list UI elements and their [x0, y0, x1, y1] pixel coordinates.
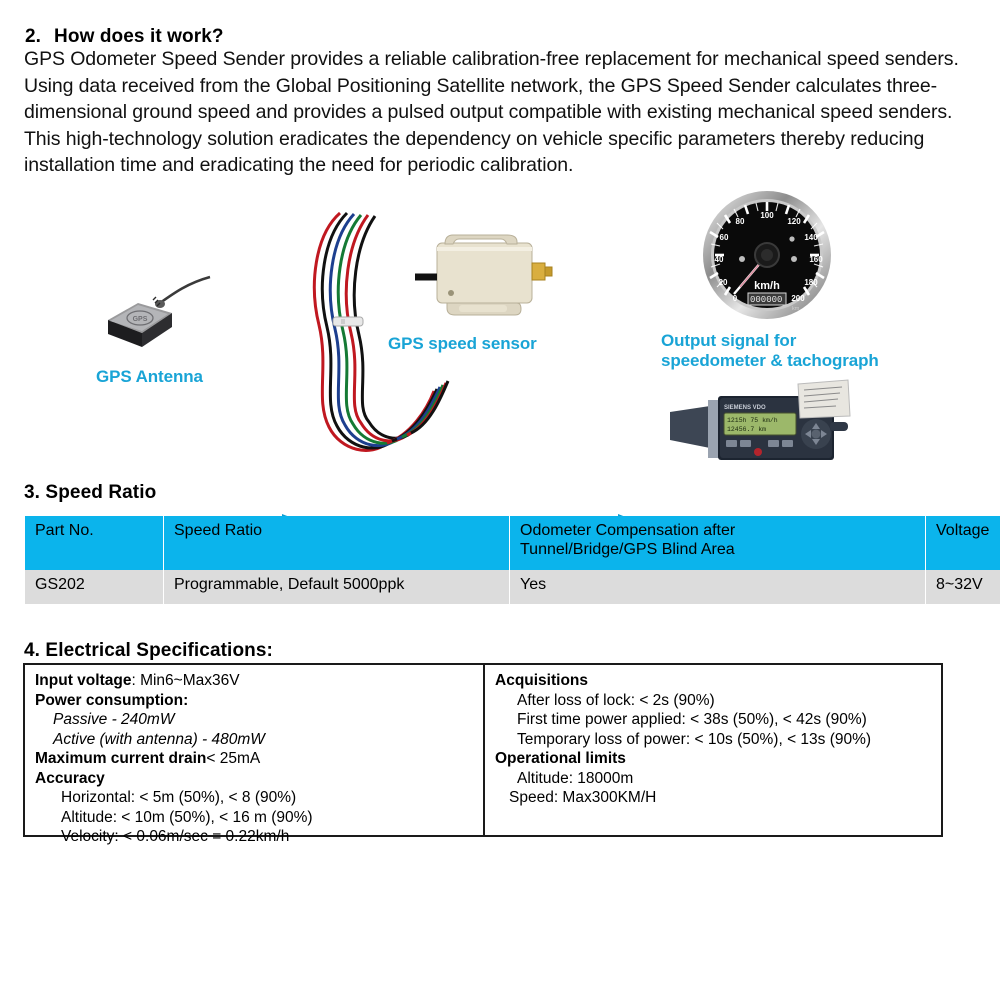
- spec-input-voltage: [35, 671, 483, 691]
- cell-voltage: 8~32V: [926, 570, 1000, 604]
- column-header-part-no: Part No.: [25, 516, 164, 570]
- table-row: [25, 570, 1000, 604]
- column-header-odometer-compensation: [510, 516, 926, 570]
- svg-text:60: 60: [719, 233, 729, 242]
- spec-acq-temporary: Temporary loss of power: < 10s (50%), < 13s (90%): [517, 730, 872, 748]
- speedometer-unit-label: km/h: [754, 280, 780, 292]
- tachograph-brand-label: SIEMENS VDO: [724, 405, 766, 411]
- spec-accuracy-horizontal: Horizontal: < 5m (50%), < 8 (90%): [61, 789, 297, 806]
- section-heading-speed-ratio: 3. Speed Ratio: [24, 482, 157, 503]
- svg-text:12456.7 km: 12456.7 km: [727, 426, 767, 433]
- svg-text:80: 80: [735, 217, 745, 226]
- table-header-row: [25, 516, 1000, 570]
- column-header-voltage: Voltage: [926, 516, 1000, 570]
- label-gps-antenna: GPS Antenna: [96, 367, 203, 386]
- spec-power-passive: [35, 710, 483, 730]
- svg-text:40: 40: [714, 255, 724, 264]
- spec-max-current-label: Maximum current drain: [35, 750, 207, 767]
- spec-acquisitions-text: Acquisitions: [495, 672, 589, 689]
- spec-power-consumption-label: [35, 691, 483, 711]
- cell-speed-ratio: Programmable, Default 5000ppk: [164, 570, 510, 604]
- gps-antenna-image: [90, 273, 220, 363]
- how-it-works-paragraph: GPS Odometer Speed Sender provides a reliable calibration-free replacement for mechanical speed senders. Using data received from the Global Positioning Satellite network, the GPS Speed Sender calculates three-dimensional ground speed and provides a pulsed output compatible with existing mechanical speed senders. This high-technology solution eradicates the dependency on vehicle specific parameters thereby reducing installation time and eradicating the need for periodic calibration.: [24, 48, 959, 176]
- label-output-signal: [661, 331, 891, 371]
- svg-text:100: 100: [760, 211, 774, 220]
- svg-text:0: 0: [732, 294, 738, 303]
- electrical-specifications-box: [23, 663, 943, 845]
- column-header-odometer-line1: Odometer Compensation after: [520, 522, 736, 539]
- label-gps-speed-sensor: GPS speed sensor: [388, 334, 537, 353]
- spec-max-current: [35, 749, 483, 769]
- spec-operational-label: [495, 749, 941, 769]
- specs-column-left: [25, 665, 485, 845]
- column-header-speed-ratio: Speed Ratio: [164, 516, 510, 570]
- section-heading-how-it-works: [25, 26, 224, 48]
- spec-power-active-text: Active (with antenna) - 480mW: [53, 730, 265, 748]
- spec-input-voltage-label: Input voltage: [35, 672, 132, 689]
- spec-power-active: [35, 730, 483, 750]
- spec-op-speed: Speed: Max300KM/H: [509, 789, 657, 806]
- svg-text:GPS: GPS: [132, 316, 148, 323]
- section-number: 2.: [25, 26, 42, 47]
- spec-accuracy-velocity: Velocity: < 0.06m/sec = 0.22km/h: [61, 828, 290, 845]
- spec-acq-after-loss: After loss of lock: < 2s (90%): [517, 691, 715, 709]
- svg-text:120: 120: [787, 217, 801, 226]
- specs-column-right: [485, 665, 941, 835]
- spec-acquisitions-label: [495, 671, 941, 691]
- product-flow-diagram: [0, 185, 1000, 475]
- svg-text:200: 200: [791, 294, 805, 303]
- speed-ratio-table: [25, 516, 1000, 604]
- spec-accuracy-text: Accuracy: [35, 769, 105, 787]
- label-output-line2: speedometer & tachograph: [661, 351, 879, 370]
- label-output-line1: Output signal for: [661, 331, 797, 350]
- speedometer-image: [672, 189, 862, 321]
- section-title: How does it work?: [54, 26, 224, 47]
- section-heading-electrical-specifications: 4. Electrical Specifications:: [24, 640, 273, 661]
- spec-power-passive-text: Passive - 240mW: [53, 711, 175, 728]
- cell-odometer-compensation: Yes: [510, 570, 926, 604]
- column-header-odometer-line2: Tunnel/Bridge/GPS Blind Area: [520, 541, 735, 558]
- svg-text:140: 140: [804, 233, 818, 242]
- svg-text:1215h 75 km/h: 1215h 75 km/h: [727, 417, 778, 424]
- spec-accuracy-label: [35, 769, 483, 789]
- cell-part-no: GS202: [25, 570, 164, 604]
- svg-text:km: km: [792, 306, 800, 312]
- spec-input-voltage-value: : Min6~Max36V: [131, 672, 240, 689]
- spec-operational-text: Operational limits: [495, 750, 626, 767]
- spec-power-consumption-text: Power consumption:: [35, 691, 189, 709]
- svg-text:160: 160: [809, 255, 823, 264]
- svg-text:20: 20: [718, 278, 728, 287]
- svg-text:000000: 000000: [750, 295, 783, 305]
- spec-op-altitude: Altitude: 18000m: [517, 769, 634, 787]
- spec-acq-first-time: First time power applied: < 38s (50%), < 42s (90%): [517, 711, 867, 728]
- tachograph-image: [662, 378, 862, 470]
- spec-accuracy-altitude: Altitude: < 10m (50%), < 16 m (90%): [61, 808, 313, 826]
- svg-text:180: 180: [804, 278, 818, 287]
- spec-max-current-value: < 25mA: [206, 750, 261, 767]
